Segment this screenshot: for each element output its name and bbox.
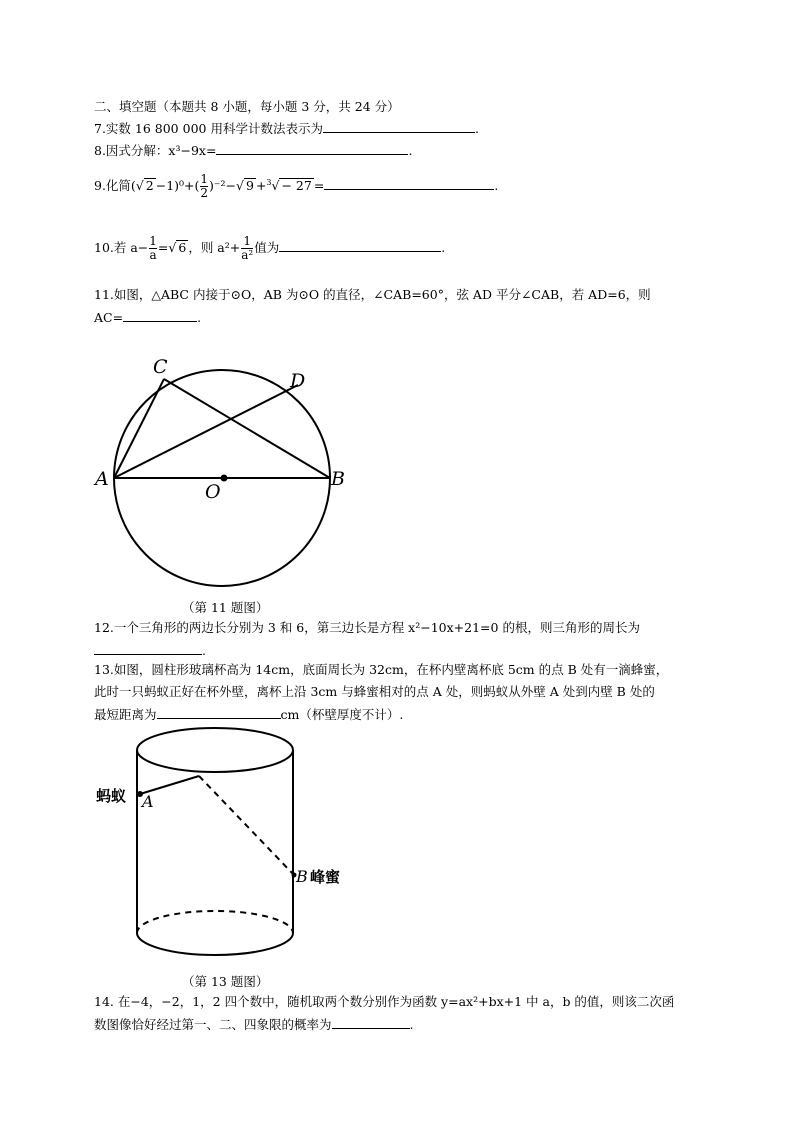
figure-13-cylinder-diagram <box>90 725 370 975</box>
q11-line1: 11.如图，△ABC 内接于⊙O，AB 为⊙O 的直径，∠CAB=60°，弦 AD 平分∠CAB，若 AD=6，则 <box>94 287 651 302</box>
label-a: A <box>95 468 109 490</box>
fraction-1-over-a-squared: $\frac{1}{\text{a²}}$ <box>241 234 254 262</box>
q13-line2: 此时一只蚂蚁正好在杯外壁，离杯上沿 3cm 与蜂蜜相对的点 A 处，则蚂蚁从外壁 A 处到内壁 B 处的 <box>94 684 655 699</box>
sqrt-6: √ 6 <box>168 240 187 255</box>
q12-answer-blank[interactable] <box>94 642 202 655</box>
label-b: B <box>331 468 345 490</box>
label-o: O <box>205 481 221 503</box>
cylinder-bottom-back <box>137 911 293 933</box>
question-9: 9.化简(√ 2 −1)⁰+( $\frac{1}{2}$ )⁻²−√ 9 +$^3$√ − 27 = . <box>94 172 499 200</box>
figure-11-circle-diagram <box>90 350 360 600</box>
q13-line1: 13.如图，圆柱形玻璃杯高为 14cm，底面周长为 32cm，在杯内壁离杯底 5cm 的点 B 处有一滴蜂蜜， <box>94 662 669 677</box>
question-7: 7.实数 16 800 000 用科学计数法表示为 . <box>94 121 479 136</box>
label-a: A <box>142 792 154 811</box>
question-8: 8.因式分解：x³−9x= . <box>94 143 413 158</box>
label-d: D <box>290 370 306 392</box>
center-point-o <box>221 475 228 482</box>
path-inner-segment <box>199 776 294 875</box>
q12-line1: 12.一个三角形的两边长分别为 3 和 6，第三边长是方程 x²−10x+21=0 的根，则三角形的周长为 <box>94 620 640 635</box>
q7-text: 7.实数 16 800 000 用科学计数法表示为 <box>94 121 323 136</box>
fig11-caption: （第 11 题图） <box>182 600 269 615</box>
fraction-1-over-a: $\frac{1}{a}$ <box>149 234 157 262</box>
q9-answer-blank[interactable] <box>324 177 494 190</box>
cylinder-bottom-front <box>137 933 293 955</box>
chord-ad <box>114 385 298 478</box>
label-b: B <box>296 867 308 886</box>
q8-text: 8.因式分解：x³−9x= <box>94 143 217 158</box>
q12-line2: . <box>94 642 206 659</box>
q13-answer-blank[interactable] <box>157 706 281 719</box>
q14-line2: 数图像恰好经过第一、二、四象限的概率为 . <box>94 1017 414 1032</box>
section-title: 二、填空题（本题共 8 小题，每小题 3 分，共 24 分） <box>94 99 400 114</box>
q8-answer-blank[interactable] <box>216 142 408 155</box>
q13-line3: 最短距离为 cm（杯壁厚度不计）. <box>94 707 404 722</box>
q14-answer-blank[interactable] <box>332 1016 410 1029</box>
honey-label: 峰蜜 <box>310 868 341 886</box>
chord-ac <box>114 379 164 478</box>
q11-answer-blank[interactable] <box>123 309 197 322</box>
chord-cb <box>164 379 330 478</box>
sqrt-9: √ 9 <box>236 178 254 193</box>
cube-root: $^3$√ − 27 <box>266 177 312 193</box>
question-10: 10.若 a− $\frac{1}{a}$ =√ 6 ，则 a²+ $\frac{1}{\text{a²}}$ 值为 . <box>94 234 446 262</box>
fraction-one-half: $\frac{1}{2}$ <box>200 172 209 200</box>
fig13-caption: （第 13 题图） <box>182 974 269 989</box>
q10-answer-blank[interactable] <box>279 239 441 252</box>
q11-line2: AC= . <box>94 310 202 325</box>
label-c: C <box>153 356 168 378</box>
cylinder-top-rim <box>137 728 293 772</box>
q7-answer-blank[interactable] <box>323 120 475 133</box>
q14-line1: 14. 在−4，−2，1，2 四个数中，随机取两个数分别作为函数 y=ax²+bx+1 中 a，b 的值，则该二次函 <box>94 994 675 1009</box>
ant-label: 蚂蚁 <box>96 787 127 805</box>
sqrt-2: √ 2 <box>135 178 154 193</box>
